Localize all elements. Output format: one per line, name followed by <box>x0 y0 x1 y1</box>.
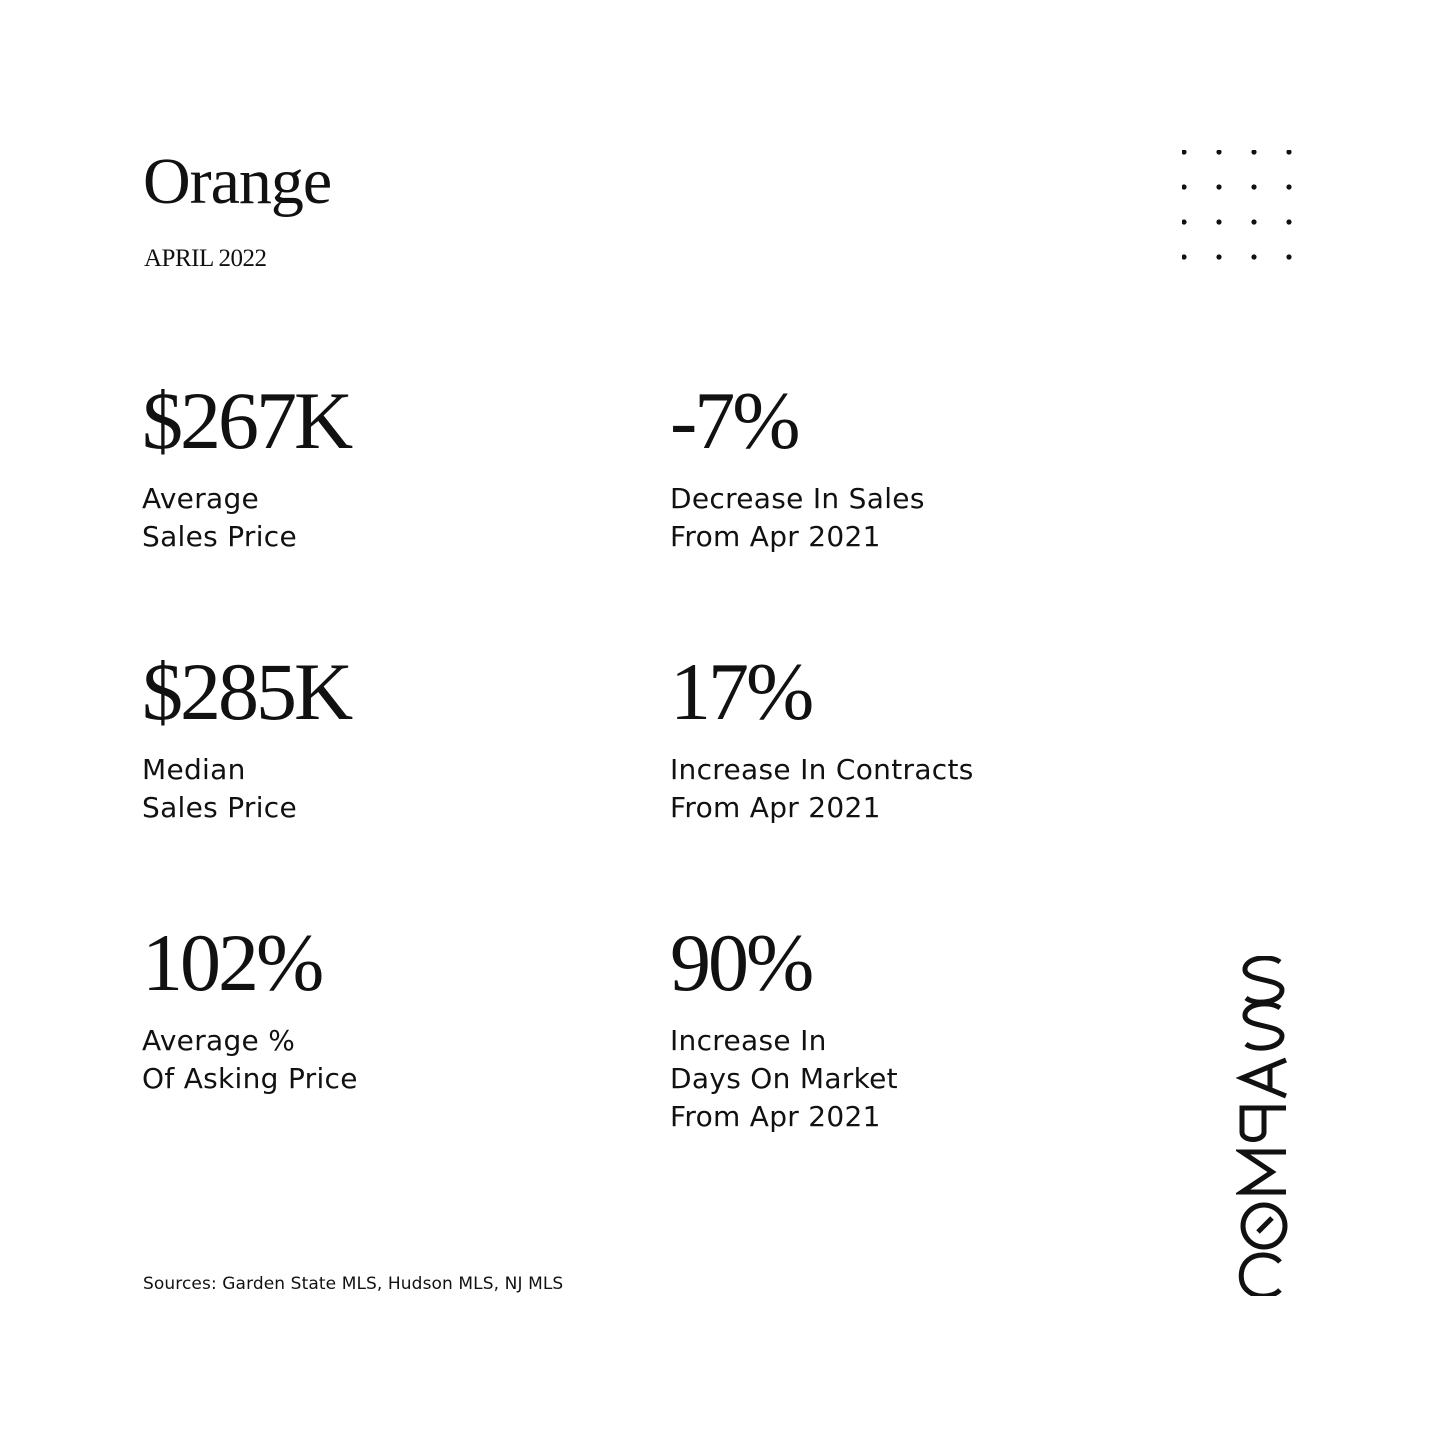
stat-value: 17% <box>670 646 812 737</box>
report-date: APRIL 2022 <box>144 245 267 272</box>
stat-label-line: Sales Price <box>142 791 298 824</box>
stat-label <box>142 1022 358 1098</box>
stat-label-line: Increase In Contracts <box>670 753 974 786</box>
stat-label <box>670 480 925 556</box>
stat-label-line: From Apr 2021 <box>670 791 881 824</box>
stat-value: $285K <box>142 646 351 737</box>
stat-label-line: Average <box>142 482 260 515</box>
stat-label-line: From Apr 2021 <box>670 1100 881 1133</box>
stat-label-line: Sales Price <box>142 520 298 553</box>
dot-grid-decoration <box>1182 150 1292 260</box>
stat-days-on-market-change <box>670 918 898 1136</box>
stat-label-line: Decrease In Sales <box>670 482 925 515</box>
stat-sales-change <box>670 376 925 556</box>
stat-average-sales-price <box>142 376 350 556</box>
stat-value: -7% <box>670 375 798 466</box>
stat-label <box>142 751 350 827</box>
stat-label-line: Increase In <box>670 1024 827 1057</box>
stat-label-line: Of Asking Price <box>142 1062 358 1095</box>
stat-label-line: Average % <box>142 1024 296 1057</box>
sources-footnote: Sources: Garden State MLS, Hudson MLS, NJ MLS <box>143 1274 564 1294</box>
compass-logo <box>1236 956 1292 1296</box>
stat-label-line: Days On Market <box>670 1062 898 1095</box>
stat-value: $267K <box>142 375 351 466</box>
stat-value: 90% <box>670 917 812 1008</box>
stat-contracts-change <box>670 647 974 827</box>
stat-median-sales-price <box>142 647 350 827</box>
stat-label-line: Median <box>142 753 246 786</box>
stat-percent-of-asking <box>142 918 358 1098</box>
stat-label-line: From Apr 2021 <box>670 520 881 553</box>
page-title: Orange <box>143 145 332 218</box>
stat-label <box>670 1022 898 1136</box>
stat-label <box>670 751 974 827</box>
stat-value: 102% <box>142 917 322 1008</box>
stat-label <box>142 480 350 556</box>
